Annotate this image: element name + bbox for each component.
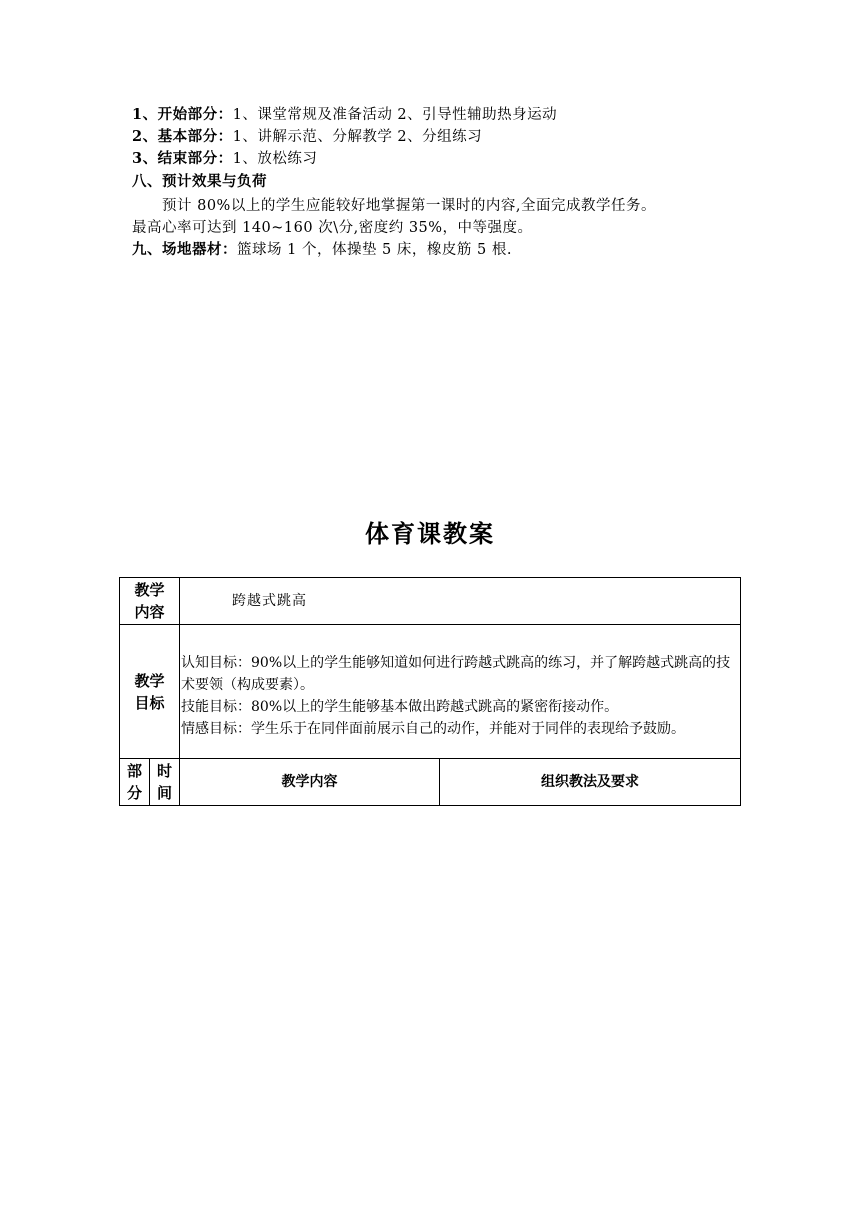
- table-rule-1: [119, 624, 741, 625]
- content-label: [120, 578, 179, 624]
- col-time-line2: 间: [156, 784, 172, 802]
- goal-affective: 情感目标：学生乐于在同伴面前展示自己的动作，并能对于同伴的表现给予鼓励。: [181, 721, 685, 737]
- section9-label: 九、场地器材：: [132, 241, 237, 258]
- goal-cognitive: 认知目标：90%以上的学生能够知道如何进行跨越式跳高的练习，并了解跨越式跳高的技术要领（构成要素）。: [181, 655, 731, 693]
- goal-label-line1: 教学: [134, 671, 165, 690]
- plan-line-1-label: 1、开始部分：: [132, 106, 233, 123]
- plan-line-1-text: 1、课堂常规及准备活动 2、引导性辅助热身运动: [232, 107, 558, 123]
- goal-label-line2: 目标: [134, 693, 165, 712]
- goal-text: [181, 652, 739, 740]
- content-label-line1: 教学: [134, 581, 165, 599]
- section8-para1: 预计 80%以上的学生应能较好地掌握第一课时的内容,全面完成教学任务。: [162, 198, 656, 214]
- plan-line-3-text: 1、放松练习: [232, 151, 318, 167]
- col-part-line2: 分: [126, 784, 142, 802]
- plan-line-2: [132, 126, 482, 148]
- section8-para2: 最高心率可达到 140~160 次\分,密度约 35%，中等强度。: [132, 220, 533, 236]
- content-value: 跨越式跳高: [232, 593, 307, 609]
- plan-line-3: [132, 148, 317, 170]
- col-time: [150, 759, 179, 805]
- plan-line-2-label: 2、基本部分：: [132, 128, 233, 145]
- table-border-bottom: [119, 805, 741, 806]
- lesson-title: 体育课教案: [365, 519, 495, 548]
- content-label-line2: 内容: [134, 603, 165, 621]
- section8-heading: 八、预计效果与负荷: [132, 173, 267, 190]
- section9-text: 篮球场 1 个，体操垫 5 床，橡皮筋 5 根.: [237, 242, 512, 258]
- col-part-line1: 部: [126, 762, 142, 780]
- col-content: 教学内容: [281, 774, 338, 790]
- table-border-right: [740, 577, 741, 806]
- goal-label: [120, 625, 179, 758]
- plan-line-2-text: 1、讲解示范、分解教学 2、分组练习: [232, 129, 483, 145]
- section9-line: [132, 239, 512, 261]
- plan-line-1: [132, 104, 557, 126]
- lesson-table: [119, 577, 741, 806]
- table-border-top: [119, 577, 741, 578]
- col-part: [120, 759, 149, 805]
- plan-line-3-label: 3、结束部分：: [132, 150, 233, 167]
- table-label-divider: [179, 577, 180, 759]
- goal-skill: 技能目标：80%以上的学生能够基本做出跨越式跳高的紧密衔接动作。: [181, 699, 619, 715]
- col-time-line1: 时: [156, 762, 172, 780]
- col-method: 组织教法及要求: [541, 774, 639, 790]
